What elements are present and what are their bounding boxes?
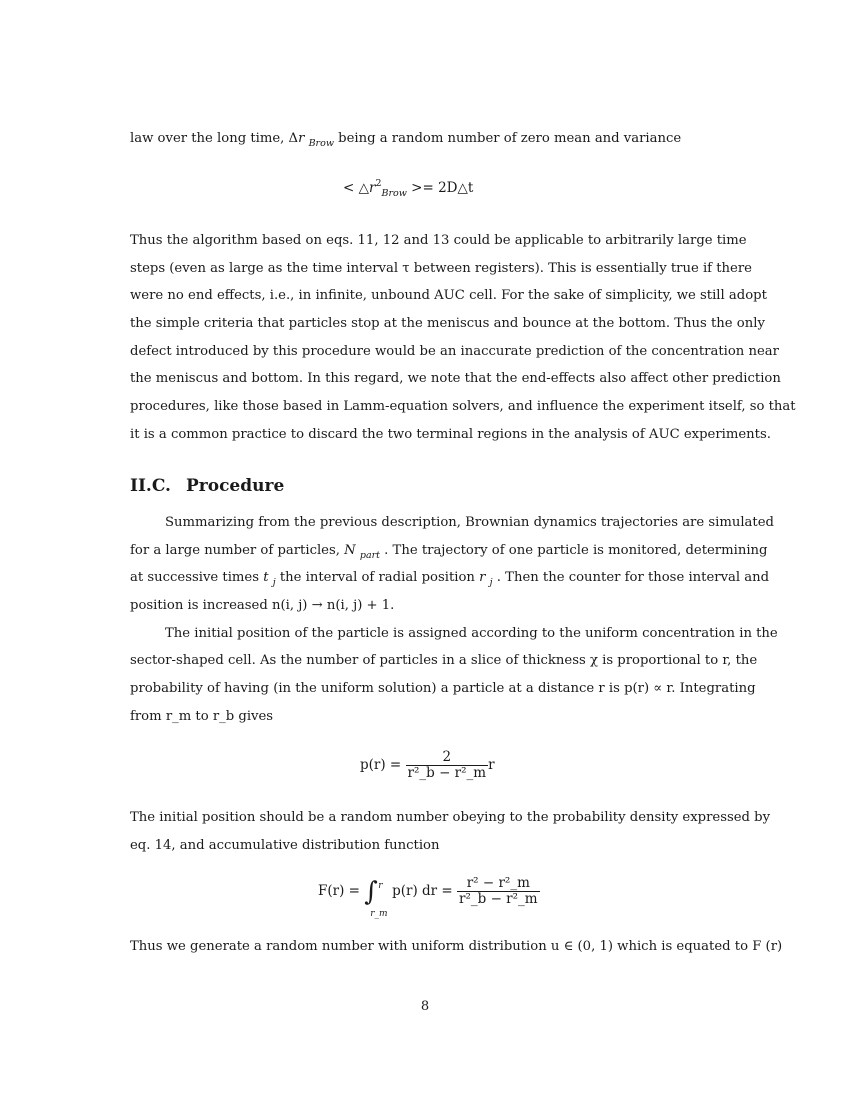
integral-sign: ∫ r r_m [364,876,388,919]
page-number: 8 [420,999,430,1014]
fraction: $\frac{\text{r² − r²\_m}}{\text{r²\_b − r²\_m}}$ [459,875,538,907]
text-line: at successive times t $_j$ the interval of radial position r $_j$ . Then the counter for those interval and [130,570,770,588]
text-line: position is increased n(i, j) → n(i, j) + 1. [130,598,395,613]
text-line: sector-shaped cell. As the number of particles in a slice of thickness χ is proportional to r, the [130,653,758,668]
text-line: procedures, like those based in Lamm-equation solvers, and influence the experiment itself, so that [130,399,796,414]
text-line: probability of having (in the uniform solution) a particle at a distance r is p(r) ∝ r. Integrating [130,681,756,696]
fraction: $\frac{2}{\text{r²\_b − r²\_m}}$ [407,749,487,781]
text-line: The initial position should be a random number obeying to the probability density expressed by [130,810,771,825]
text-line: were no end effects, i.e., in infinite, unbound AUC cell. For the sake of simplicity, we still adopt [130,288,767,303]
equation-cumulative-distribution: F(r) = ∫ r r_m p(r) dr = $\frac{\text{r² − r²\_m}}{\text{r²\_b − r²\_m}}$ [318,875,538,919]
text-line: the meniscus and bottom. In this regard, we note that the end-effects also affect other prediction [130,371,781,386]
text-line: defect introduced by this procedure would be an inaccurate prediction of the concentration near [130,344,779,359]
section-number: II.C. [130,476,171,496]
text-line: Thus the algorithm based on eqs. 11, 12 and 13 could be applicable to arbitrarily large time [130,233,747,248]
text-line: The initial position of the particle is assigned according to the uniform concentration in the [165,626,778,641]
equation-variance: < $\triangle r^2_{Brow}$ >= 2D△t [343,178,474,199]
section-title: Procedure [186,476,285,496]
text-line: from r_m to r_b gives [130,709,274,724]
text-line: for a large number of particles, N $_{part}$ . The trajectory of one particle is monitored, determining [130,543,768,561]
text-line: the simple criteria that particles stop at the meniscus and bounce at the bottom. Thus the only [130,316,765,331]
equation-probability-density: p(r) = $\frac{2}{\text{r²\_b − r²\_m}}$ r [360,749,495,781]
text-line: law over the long time, Δr $_{Brow}$ being a random number of zero mean and variance [130,131,682,149]
text-line: Thus we generate a random number with uniform distribution u ∈ (0, 1) which is equated to F (r) [130,939,783,954]
text-line: it is a common practice to discard the two terminal regions in the analysis of AUC experiments. [130,427,771,442]
section-heading [130,476,284,496]
text-line: Summarizing from the previous description, Brownian dynamics trajectories are simulated [165,515,774,530]
text-line: steps (even as large as the time interval τ between registers). This is essentially true if there [130,261,752,276]
text-line: eq. 14, and accumulative distribution function [130,838,440,853]
